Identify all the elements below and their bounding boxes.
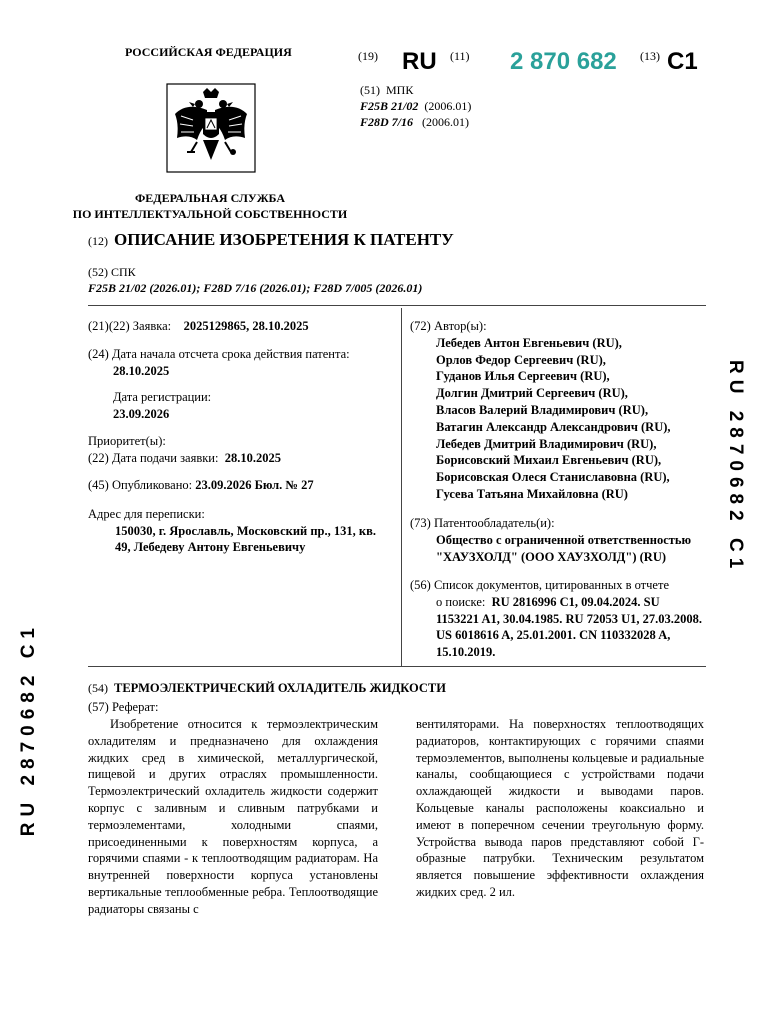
filing-value: 28.10.2025 — [224, 450, 281, 465]
side-label-right — [722, 360, 752, 574]
published-label: (45) Опубликовано: — [88, 478, 193, 492]
code-51: (51) — [360, 83, 380, 97]
country-name: РОССИЙСКАЯ ФЕДЕРАЦИЯ — [125, 45, 292, 59]
registration-label: Дата регистрации: — [113, 390, 212, 404]
title-text: ОПИСАНИЕ ИЗОБРЕТЕНИЯ К ПАТЕНТУ — [114, 230, 454, 249]
code-11: (11) — [450, 49, 470, 63]
author: Лебедев Дмитрий Владимирович (RU), — [436, 436, 657, 451]
author: Гуданов Илья Сергеевич (RU), — [436, 369, 610, 384]
cited-line: RU 2816996 C1, 09.04.2024. SU — [491, 594, 660, 609]
authors-field — [410, 318, 671, 503]
ipc-version: (2006.01) — [424, 99, 472, 113]
authors-list — [410, 335, 671, 503]
published-value: 23.09.2026 Бюл. № 27 — [195, 478, 314, 492]
cited-label: (56) Список документов, цитированных в отчете — [410, 578, 669, 592]
patent-number: 2 870 682 — [510, 48, 617, 75]
published-field — [88, 477, 314, 494]
priority-label: Приоритет(ы): — [88, 434, 166, 448]
agency-name — [50, 190, 370, 222]
ipc-class: F28D 7/16 — [360, 115, 414, 129]
author: Гусева Татьяна Михайловна (RU) — [436, 486, 628, 501]
author: Ватагин Александр Александрович (RU), — [436, 419, 671, 434]
invention-title-text: ТЕРМОЭЛЕКТРИЧЕСКИЙ ОХЛАДИТЕЛЬ ЖИДКОСТИ — [114, 681, 446, 695]
abstract-left-column: Изобретение относится к термоэлектрическим охладителям и предназначено для охлаждения жидких сред в химической, металлургической, пищевой и других отраслях промышленности. Термоэлектрический охладитель жидкости содержит корпус с заливным и сливным патрубками и термоэлементами, холодными спаями, присоединенными к поверхностям корпуса, а горячими спаями - к теплоотводящим радиаторам. На внутренней поверхности корпуса установлены вертикальные теплообменные ребра. Теплоотводящие радиаторы связаны с — [88, 717, 378, 916]
kind-code: C1 — [667, 48, 698, 75]
code-19: (19) — [358, 49, 378, 63]
cited-field — [410, 577, 702, 661]
application-field — [88, 318, 309, 335]
priority-field — [88, 433, 281, 466]
address-line-1: 150030, г. Ярославль, Московский пр., 131, кв. — [115, 523, 376, 538]
ipc-class: F25B 21/02 — [360, 99, 419, 113]
code-54: (54) — [88, 681, 108, 695]
address-line-2: 49, Лебедеву Антону Евгеньевичу — [115, 540, 306, 554]
author: Борисовская Олеся Станиславовна (RU), — [436, 470, 670, 485]
application-value: 2025129865, 28.10.2025 — [183, 319, 309, 333]
code-13: (13) — [640, 49, 660, 63]
agency-line-2: ПО ИНТЕЛЛЕКТУАЛЬНОЙ СОБСТВЕННОСТИ — [72, 207, 348, 221]
owner-line-2: "ХАУЗХОЛД" (ООО ХАУЗХОЛД") (RU) — [436, 549, 667, 564]
authors-label: (72) Автор(ы): — [410, 319, 487, 333]
author: Борисовский Михаил Евгеньевич (RU), — [436, 453, 662, 468]
agency-line-1: ФЕДЕРАЛЬНАЯ СЛУЖБА — [135, 191, 285, 205]
cpc-items: F25B 21/02 (2026.01); F28D 7/16 (2026.01); F28D 7/005 (2026.01) — [88, 281, 423, 295]
code-12: (12) — [88, 234, 108, 248]
invention-title — [88, 681, 446, 696]
country-code: RU — [402, 48, 437, 75]
divider-bottom — [88, 666, 706, 667]
divider-top — [88, 305, 706, 306]
side-label-right-text: RU 2870682 C1 — [725, 360, 746, 575]
owner-line-1: Общество с ограниченной ответственностью — [436, 532, 692, 547]
side-label-left — [18, 622, 48, 922]
ipc-version: (2006.01) — [422, 115, 470, 129]
cpc-block — [88, 264, 422, 296]
owner-field — [410, 515, 691, 565]
cited-line: 15.10.2019. — [436, 645, 496, 660]
author: Долгин Дмитрий Сергеевич (RU), — [436, 386, 628, 401]
address-label: Адрес для переписки: — [88, 507, 205, 521]
filing-label: (22) Дата подачи заявки: — [88, 450, 219, 465]
ipc-label: МПК — [386, 83, 414, 97]
divider-column — [401, 308, 402, 666]
ipc-block — [360, 82, 471, 130]
owner-label: (73) Патентообладатель(и): — [410, 516, 555, 530]
abstract-right-column: вентиляторами. На поверхностях теплоотводящих радиаторов, контактирующих с горячими спаями термоэлементов, выполнены кольцевые и радиальные каналы, сообщающиеся с устройствами подачи охлаждающей жидкости и выводами паров. Кольцевые каналы расположены коаксиально и имеют в поперечном сечении треугольную форму. Устройства вывода паров представляют собой Г-образные патрубки. Техническим результатом является повышение эффективности охлаждения жидких сред. 2 ил. — [416, 717, 704, 899]
registration-field — [113, 389, 211, 422]
cpc-label: (52) СПК — [88, 265, 136, 279]
author: Орлов Федор Сергеевич (RU), — [436, 352, 606, 367]
coat-of-arms-emblem — [163, 80, 259, 176]
abstract-label: (57) Реферат: — [88, 700, 159, 714]
registration-value: 23.09.2026 — [113, 406, 170, 421]
cited-line: US 6018616 A, 25.01.2001. CN 110332028 A, — [436, 628, 671, 643]
cited-line: 1153221 A1, 30.04.1985. RU 72053 U1, 27.03.2008. — [436, 611, 702, 626]
document-title — [88, 230, 454, 250]
cited-label-2: о поиске: — [436, 594, 486, 609]
address-field — [88, 506, 376, 556]
author: Лебедев Антон Евгеньевич (RU), — [436, 335, 622, 350]
term-field — [88, 346, 350, 379]
author: Власов Валерий Владимирович (RU), — [436, 402, 649, 417]
side-label-left-text: RU 2870682 C1 — [18, 622, 39, 837]
term-label: (24) Дата начала отсчета срока действия патента: — [88, 347, 350, 361]
term-value: 28.10.2025 — [113, 363, 170, 378]
application-label: (21)(22) Заявка: — [88, 319, 172, 333]
